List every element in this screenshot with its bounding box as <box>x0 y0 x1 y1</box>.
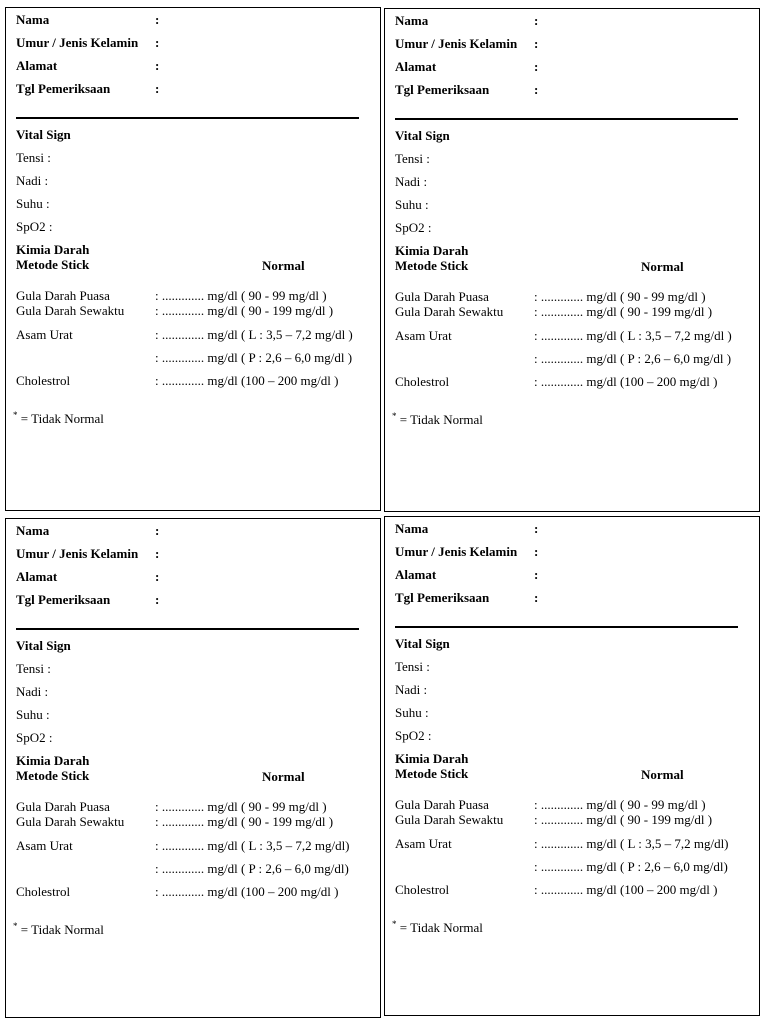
label-spo2: SpO2 : <box>16 730 53 745</box>
label-nadi: Nadi : <box>395 682 428 697</box>
label-tensi: Tensi : <box>395 659 430 674</box>
value-gula-darah-sewaktu: : ............. mg/dl ( 90 - 199 mg/dl ) <box>534 812 713 827</box>
value-cholestrol: : ............. mg/dl (100 – 200 mg/dl ) <box>534 882 718 897</box>
metode-stick-title: Metode Stick <box>395 766 469 781</box>
form-card-4 <box>384 516 760 1016</box>
colon-nama: : <box>534 521 539 536</box>
label-spo2: SpO2 : <box>395 220 432 235</box>
value-gula-darah-puasa: : ............. mg/dl ( 90 - 99 mg/dl ) <box>155 288 327 303</box>
value-cholestrol: : ............. mg/dl (100 – 200 mg/dl ) <box>534 374 718 389</box>
label-gula-darah-puasa: Gula Darah Puasa <box>395 289 489 304</box>
label-suhu: Suhu : <box>16 707 50 722</box>
label-cholestrol: Cholestrol <box>395 374 450 389</box>
vital-sign-title: Vital Sign <box>16 638 71 653</box>
label-asam-urat: Asam Urat <box>395 328 452 343</box>
colon-tgl: : <box>155 592 160 607</box>
kimia-darah-title: Kimia Darah <box>16 753 90 768</box>
value-asam-urat-perempuan: : ............. mg/dl ( P : 2,6 – 6,0 mg/dl ) <box>534 351 732 366</box>
footnote-asterisk: * <box>392 919 397 929</box>
value-asam-urat-laki: : ............. mg/dl ( L : 3,5 – 7,2 mg/dl) <box>155 838 350 853</box>
label-alamat: Alamat <box>16 58 58 73</box>
colon-alamat: : <box>534 567 539 582</box>
value-asam-urat-perempuan: : ............. mg/dl ( P : 2,6 – 6,0 mg/dl) <box>155 861 349 876</box>
label-nadi: Nadi : <box>395 174 428 189</box>
value-asam-urat-perempuan: : ............. mg/dl ( P : 2,6 – 6,0 mg/dl) <box>534 859 728 874</box>
footnote-text: = Tidak Normal <box>20 922 104 937</box>
footnote-text: = Tidak Normal <box>399 412 483 427</box>
label-suhu: Suhu : <box>395 705 429 720</box>
label-nadi: Nadi : <box>16 684 49 699</box>
label-gula-darah-puasa: Gula Darah Puasa <box>16 799 110 814</box>
form-card-2 <box>384 8 760 512</box>
value-cholestrol: : ............. mg/dl (100 – 200 mg/dl ) <box>155 373 339 388</box>
label-nama: Nama <box>16 523 50 538</box>
colon-nama: : <box>155 523 160 538</box>
label-nama: Nama <box>16 12 50 27</box>
kimia-darah-title: Kimia Darah <box>16 242 90 257</box>
footnote-tidak-normal <box>392 412 483 427</box>
label-gula-darah-puasa: Gula Darah Puasa <box>16 288 110 303</box>
colon-alamat: : <box>155 58 160 73</box>
label-tgl-pemeriksaan: Tgl Pemeriksaan <box>395 82 490 97</box>
metode-stick-title: Metode Stick <box>395 258 469 273</box>
label-spo2: SpO2 : <box>395 728 432 743</box>
colon-umur: : <box>534 544 539 559</box>
label-tgl-pemeriksaan: Tgl Pemeriksaan <box>395 590 490 605</box>
normal-header: Normal <box>641 767 684 782</box>
footnote-tidak-normal <box>392 920 483 935</box>
colon-tgl: : <box>534 590 539 605</box>
label-alamat: Alamat <box>395 59 437 74</box>
footnote-tidak-normal <box>13 922 104 937</box>
value-asam-urat-perempuan: : ............. mg/dl ( P : 2,6 – 6,0 mg/dl ) <box>155 350 353 365</box>
metode-stick-title: Metode Stick <box>16 257 90 272</box>
label-asam-urat: Asam Urat <box>395 836 452 851</box>
label-tgl-pemeriksaan: Tgl Pemeriksaan <box>16 81 111 96</box>
label-tensi: Tensi : <box>16 150 51 165</box>
label-suhu: Suhu : <box>395 197 429 212</box>
label-umur-jenis-kelamin: Umur / Jenis Kelamin <box>395 36 518 51</box>
colon-alamat: : <box>534 59 539 74</box>
footnote-text: = Tidak Normal <box>20 411 104 426</box>
label-tensi: Tensi : <box>16 661 51 676</box>
colon-umur: : <box>155 546 160 561</box>
value-gula-darah-puasa: : ............. mg/dl ( 90 - 99 mg/dl ) <box>534 289 706 304</box>
vital-sign-title: Vital Sign <box>395 128 450 143</box>
label-nadi: Nadi : <box>16 173 49 188</box>
normal-header: Normal <box>262 769 305 784</box>
label-tgl-pemeriksaan: Tgl Pemeriksaan <box>16 592 111 607</box>
vital-sign-title: Vital Sign <box>16 127 71 142</box>
metode-stick-title: Metode Stick <box>16 768 90 783</box>
label-cholestrol: Cholestrol <box>395 882 450 897</box>
colon-nama: : <box>534 13 539 28</box>
value-asam-urat-laki: : ............. mg/dl ( L : 3,5 – 7,2 mg/dl) <box>534 836 729 851</box>
value-cholestrol: : ............. mg/dl (100 – 200 mg/dl ) <box>155 884 339 899</box>
divider-line <box>395 118 738 120</box>
footnote-asterisk: * <box>13 410 18 420</box>
value-asam-urat-laki: : ............. mg/dl ( L : 3,5 – 7,2 mg/dl ) <box>534 328 732 343</box>
value-gula-darah-sewaktu: : ............. mg/dl ( 90 - 199 mg/dl ) <box>155 303 334 318</box>
divider-line <box>395 626 738 628</box>
divider-line <box>16 628 359 630</box>
form-card-3 <box>5 518 381 1018</box>
divider-line <box>16 117 359 119</box>
label-tensi: Tensi : <box>395 151 430 166</box>
colon-umur: : <box>155 35 160 50</box>
value-gula-darah-sewaktu: : ............. mg/dl ( 90 - 199 mg/dl ) <box>155 814 334 829</box>
label-umur-jenis-kelamin: Umur / Jenis Kelamin <box>16 35 139 50</box>
label-spo2: SpO2 : <box>16 219 53 234</box>
footnote-tidak-normal <box>13 411 104 426</box>
colon-nama: : <box>155 12 160 27</box>
kimia-darah-title: Kimia Darah <box>395 751 469 766</box>
vital-sign-title: Vital Sign <box>395 636 450 651</box>
label-alamat: Alamat <box>395 567 437 582</box>
label-suhu: Suhu : <box>16 196 50 211</box>
label-gula-darah-sewaktu: Gula Darah Sewaktu <box>395 812 504 827</box>
value-gula-darah-puasa: : ............. mg/dl ( 90 - 99 mg/dl ) <box>155 799 327 814</box>
label-cholestrol: Cholestrol <box>16 884 71 899</box>
label-gula-darah-puasa: Gula Darah Puasa <box>395 797 489 812</box>
form-card-1 <box>5 7 381 511</box>
colon-tgl: : <box>534 82 539 97</box>
kimia-darah-title: Kimia Darah <box>395 243 469 258</box>
label-gula-darah-sewaktu: Gula Darah Sewaktu <box>16 814 125 829</box>
value-gula-darah-sewaktu: : ............. mg/dl ( 90 - 199 mg/dl ) <box>534 304 713 319</box>
label-gula-darah-sewaktu: Gula Darah Sewaktu <box>16 303 125 318</box>
label-cholestrol: Cholestrol <box>16 373 71 388</box>
label-umur-jenis-kelamin: Umur / Jenis Kelamin <box>16 546 139 561</box>
normal-header: Normal <box>641 259 684 274</box>
normal-header: Normal <box>262 258 305 273</box>
label-alamat: Alamat <box>16 569 58 584</box>
label-asam-urat: Asam Urat <box>16 838 73 853</box>
label-nama: Nama <box>395 521 429 536</box>
value-asam-urat-laki: : ............. mg/dl ( L : 3,5 – 7,2 mg/dl ) <box>155 327 353 342</box>
value-gula-darah-puasa: : ............. mg/dl ( 90 - 99 mg/dl ) <box>534 797 706 812</box>
colon-alamat: : <box>155 569 160 584</box>
label-gula-darah-sewaktu: Gula Darah Sewaktu <box>395 304 504 319</box>
footnote-text: = Tidak Normal <box>399 920 483 935</box>
label-umur-jenis-kelamin: Umur / Jenis Kelamin <box>395 544 518 559</box>
label-asam-urat: Asam Urat <box>16 327 73 342</box>
label-nama: Nama <box>395 13 429 28</box>
colon-tgl: : <box>155 81 160 96</box>
colon-umur: : <box>534 36 539 51</box>
footnote-asterisk: * <box>13 921 18 931</box>
footnote-asterisk: * <box>392 411 397 421</box>
